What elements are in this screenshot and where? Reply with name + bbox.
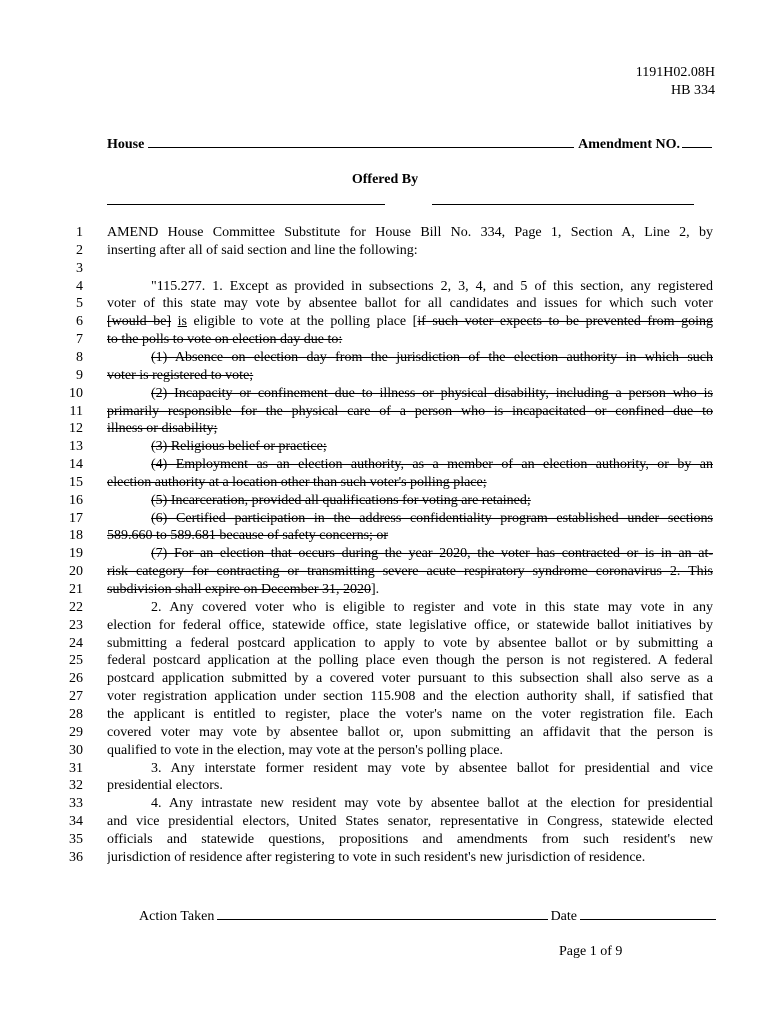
line-text <box>107 545 713 563</box>
deleted-text: primarily responsible for the physical care of a person who is incapacitated or confined due to <box>107 403 713 419</box>
text-segment: covered voter may vote by absentee ballot or, upon submitting an affidavit that the person is <box>107 724 713 740</box>
line-number: 34 <box>69 814 83 830</box>
line-number: 36 <box>69 849 83 865</box>
line-text <box>107 420 713 438</box>
line-number: 9 <box>76 367 83 383</box>
line-text <box>107 492 713 510</box>
line-number: 30 <box>69 742 83 758</box>
line-text <box>107 795 713 813</box>
line-text <box>107 581 713 599</box>
line-text <box>107 688 713 706</box>
amendment-line <box>30 456 713 474</box>
line-number: 21 <box>69 582 83 597</box>
deleted-text: (3) Religious belief or practice; <box>151 439 327 455</box>
amendment-line <box>30 795 713 813</box>
amendment-line <box>30 760 713 778</box>
line-number: 27 <box>69 689 83 705</box>
line-text <box>107 331 713 349</box>
document-code: 1191H02.08H <box>635 65 715 80</box>
page-number: Page 1 of 9 <box>559 944 623 959</box>
line-number: 3 <box>76 260 83 276</box>
amendment-line <box>30 295 713 313</box>
amendment-line <box>30 688 713 706</box>
amendment-label: Amendment NO. <box>578 137 680 152</box>
house-blank <box>148 135 574 148</box>
text-segment: ]. <box>371 582 380 597</box>
text-segment: and vice presidential electors, United States senator, representative in Congress, statewide elected <box>107 814 713 830</box>
line-text <box>107 777 713 795</box>
line-number: 35 <box>69 831 83 847</box>
deleted-text: (6) Certified participation in the address confidentiality program established under sections <box>151 510 713 526</box>
line-number: 10 <box>69 385 83 401</box>
line-text <box>107 403 713 421</box>
deleted-text: voter is registered to vote; <box>107 367 254 383</box>
text-segment: AMEND House Committee Substitute for House Bill No. 334, Page 1, Section A, Line 2, by <box>107 225 713 240</box>
amendment-line <box>30 403 713 421</box>
line-text <box>107 706 713 724</box>
amendment-line <box>30 706 713 724</box>
line-text <box>107 367 713 385</box>
line-number: 16 <box>69 492 83 508</box>
amendment-line <box>30 438 713 456</box>
text-segment: "115.277. 1. Except as provided in subsections 2, 3, 4, and 5 of this section, any registered <box>151 278 713 294</box>
amendment-line <box>30 367 713 385</box>
line-number: 18 <box>69 528 83 544</box>
line-text <box>107 742 713 760</box>
amendment-line <box>30 545 713 563</box>
text-segment: eligible to vote at the polling place [ <box>186 314 418 330</box>
amendment-line <box>30 224 713 242</box>
amendment-line <box>30 777 713 795</box>
line-number: 28 <box>69 706 83 722</box>
amendment-line <box>30 742 713 760</box>
line-text <box>107 760 713 778</box>
date-label: Date <box>550 909 577 924</box>
line-number: 8 <box>76 349 83 365</box>
amendment-line <box>30 349 713 367</box>
line-text <box>107 474 713 492</box>
line-number: 7 <box>76 332 83 348</box>
line-number: 1 <box>76 225 83 240</box>
amendment-line <box>30 617 713 635</box>
line-text <box>107 813 713 831</box>
line-text <box>107 563 713 581</box>
action-taken-label: Action Taken <box>139 909 215 924</box>
deleted-text: (5) Incarceration, provided all qualifications for voting are retained; <box>151 492 531 508</box>
line-number: 24 <box>69 635 83 651</box>
amendment-line <box>30 420 713 438</box>
deleted-text: (2) Incapacity or confinement due to illness or physical disability, including a person who is <box>151 385 713 401</box>
deleted-text: [would be] <box>107 314 172 330</box>
line-number: 14 <box>69 457 83 473</box>
amendment-line <box>30 510 713 528</box>
line-text <box>107 456 713 474</box>
text-segment: 2. Any covered voter who is eligible to register and vote in this state may vote in any <box>151 599 713 615</box>
line-text <box>107 617 713 635</box>
text-segment: qualified to vote in the election, may vote at the person's polling place. <box>107 742 503 758</box>
line-number: 2 <box>76 242 83 258</box>
line-text <box>107 831 713 849</box>
text-segment: voter registration application under section 115.908 and the election authority shall, if satisfied that <box>107 689 713 705</box>
amendment-line <box>30 260 713 278</box>
text-segment: 4. Any intrastate new resident may vote by absentee ballot at the election for presidential <box>151 796 713 812</box>
text-segment: submitting a federal postcard application to apply to vote by absentee ballot or by submitting a <box>107 635 713 651</box>
line-number: 12 <box>69 421 83 437</box>
amendment-line <box>30 313 713 331</box>
line-number: 23 <box>69 617 83 633</box>
amendment-number-blank <box>682 135 712 148</box>
amendment-line <box>30 563 713 581</box>
line-number: 26 <box>69 671 83 687</box>
text-segment: the applicant is entitled to register, place the voter's name on the voter registration file. Each <box>107 706 713 722</box>
deleted-text: to the polls to vote on election day due to: <box>107 332 343 348</box>
action-taken-line <box>139 907 716 925</box>
line-text <box>107 527 713 545</box>
amendment-line <box>30 581 713 599</box>
line-number: 31 <box>69 760 83 776</box>
line-text <box>107 849 713 867</box>
text-segment: 3. Any interstate former resident may vote by absentee ballot for presidential and vice <box>151 760 713 776</box>
inserted-text: is <box>177 314 187 330</box>
amendment-line <box>30 724 713 742</box>
amendment-line <box>30 599 713 617</box>
deleted-text: if such voter expects to be prevented from going <box>417 314 713 330</box>
line-text <box>107 599 713 617</box>
line-text <box>107 242 713 260</box>
amendment-line <box>30 278 713 296</box>
line-text <box>107 510 713 528</box>
text-segment: postcard application submitted by a covered voter pursuant to this subsection shall also serve as a <box>107 671 713 687</box>
deleted-text: illness or disability; <box>107 421 218 437</box>
line-number: 29 <box>69 724 83 740</box>
amendment-line <box>30 849 713 867</box>
amendment-line <box>30 652 713 670</box>
amendment-line <box>30 670 713 688</box>
offered-by-signature-line-2 <box>432 204 694 205</box>
line-text <box>107 724 713 742</box>
deleted-text: 589.660 to 589.681 because of safety concerns; or <box>107 528 389 544</box>
amendment-line <box>30 813 713 831</box>
bill-number: HB 334 <box>671 83 715 98</box>
amendment-line <box>30 331 713 349</box>
deleted-text: (4) Employment as an election authority, as a member of an election authority, or by an <box>151 457 713 473</box>
line-text <box>107 438 713 456</box>
line-number: 5 <box>76 296 83 312</box>
line-text <box>107 295 713 313</box>
line-number: 17 <box>69 510 83 526</box>
text-segment: voter of this state may vote by absentee ballot for all candidates and issues for which such voter <box>107 296 713 312</box>
text-segment: officials and statewide questions, propositions and amendments from such resident's new <box>107 831 713 847</box>
deleted-text: (7) For an election that occurs during the year 2020, the voter has contracted or is in an at- <box>151 546 713 562</box>
text-segment: presidential electors. <box>107 778 223 794</box>
action-taken-blank <box>217 907 547 920</box>
line-text <box>107 385 713 403</box>
text-segment: federal postcard application at the polling place even though the person is not registered. A federal <box>107 653 713 669</box>
line-text <box>107 635 713 653</box>
amendment-line <box>30 527 713 545</box>
line-number: 25 <box>69 653 83 669</box>
date-blank <box>580 907 716 920</box>
deleted-text: subdivision shall expire on December 31, 2020 <box>107 582 372 597</box>
amendment-line <box>30 492 713 510</box>
deleted-text: risk category for contracting or transmitting severe acute respiratory syndrome coronavirus 2. This <box>107 564 713 580</box>
amendment-line <box>30 635 713 653</box>
line-number: 20 <box>69 564 83 580</box>
offered-by-signature-line-1 <box>107 204 385 205</box>
line-number: 13 <box>69 439 83 455</box>
line-text <box>107 652 713 670</box>
line-number: 22 <box>69 599 83 615</box>
deleted-text: election authority at a location other than such voter's polling place; <box>107 474 487 490</box>
line-text <box>107 224 713 242</box>
line-text <box>107 670 713 688</box>
line-number: 19 <box>69 546 83 562</box>
offered-by-heading: Offered By <box>351 172 419 187</box>
text-segment: inserting after all of said section and line the following: <box>107 242 418 258</box>
line-number: 33 <box>69 796 83 812</box>
amendment-line <box>30 474 713 492</box>
line-number: 32 <box>69 778 83 794</box>
line-text <box>107 349 713 367</box>
amendment-line <box>30 831 713 849</box>
line-number: 6 <box>76 314 83 330</box>
line-text <box>107 313 713 331</box>
house-amendment-line <box>107 135 712 153</box>
amendment-line <box>30 385 713 403</box>
text-segment: election for federal office, statewide office, state legislative office, or statewide ballot initiatives by <box>107 617 713 633</box>
line-number: 15 <box>69 474 83 490</box>
line-text <box>107 278 713 296</box>
line-number: 11 <box>69 403 83 419</box>
line-number: 4 <box>76 278 83 294</box>
text-segment: jurisdiction of residence after registering to vote in such resident's new jurisdiction of residence. <box>107 849 646 865</box>
deleted-text: (1) Absence on election day from the jurisdiction of the election authority in which such <box>151 349 713 365</box>
amendment-line <box>30 242 713 260</box>
house-label: House <box>107 137 145 152</box>
